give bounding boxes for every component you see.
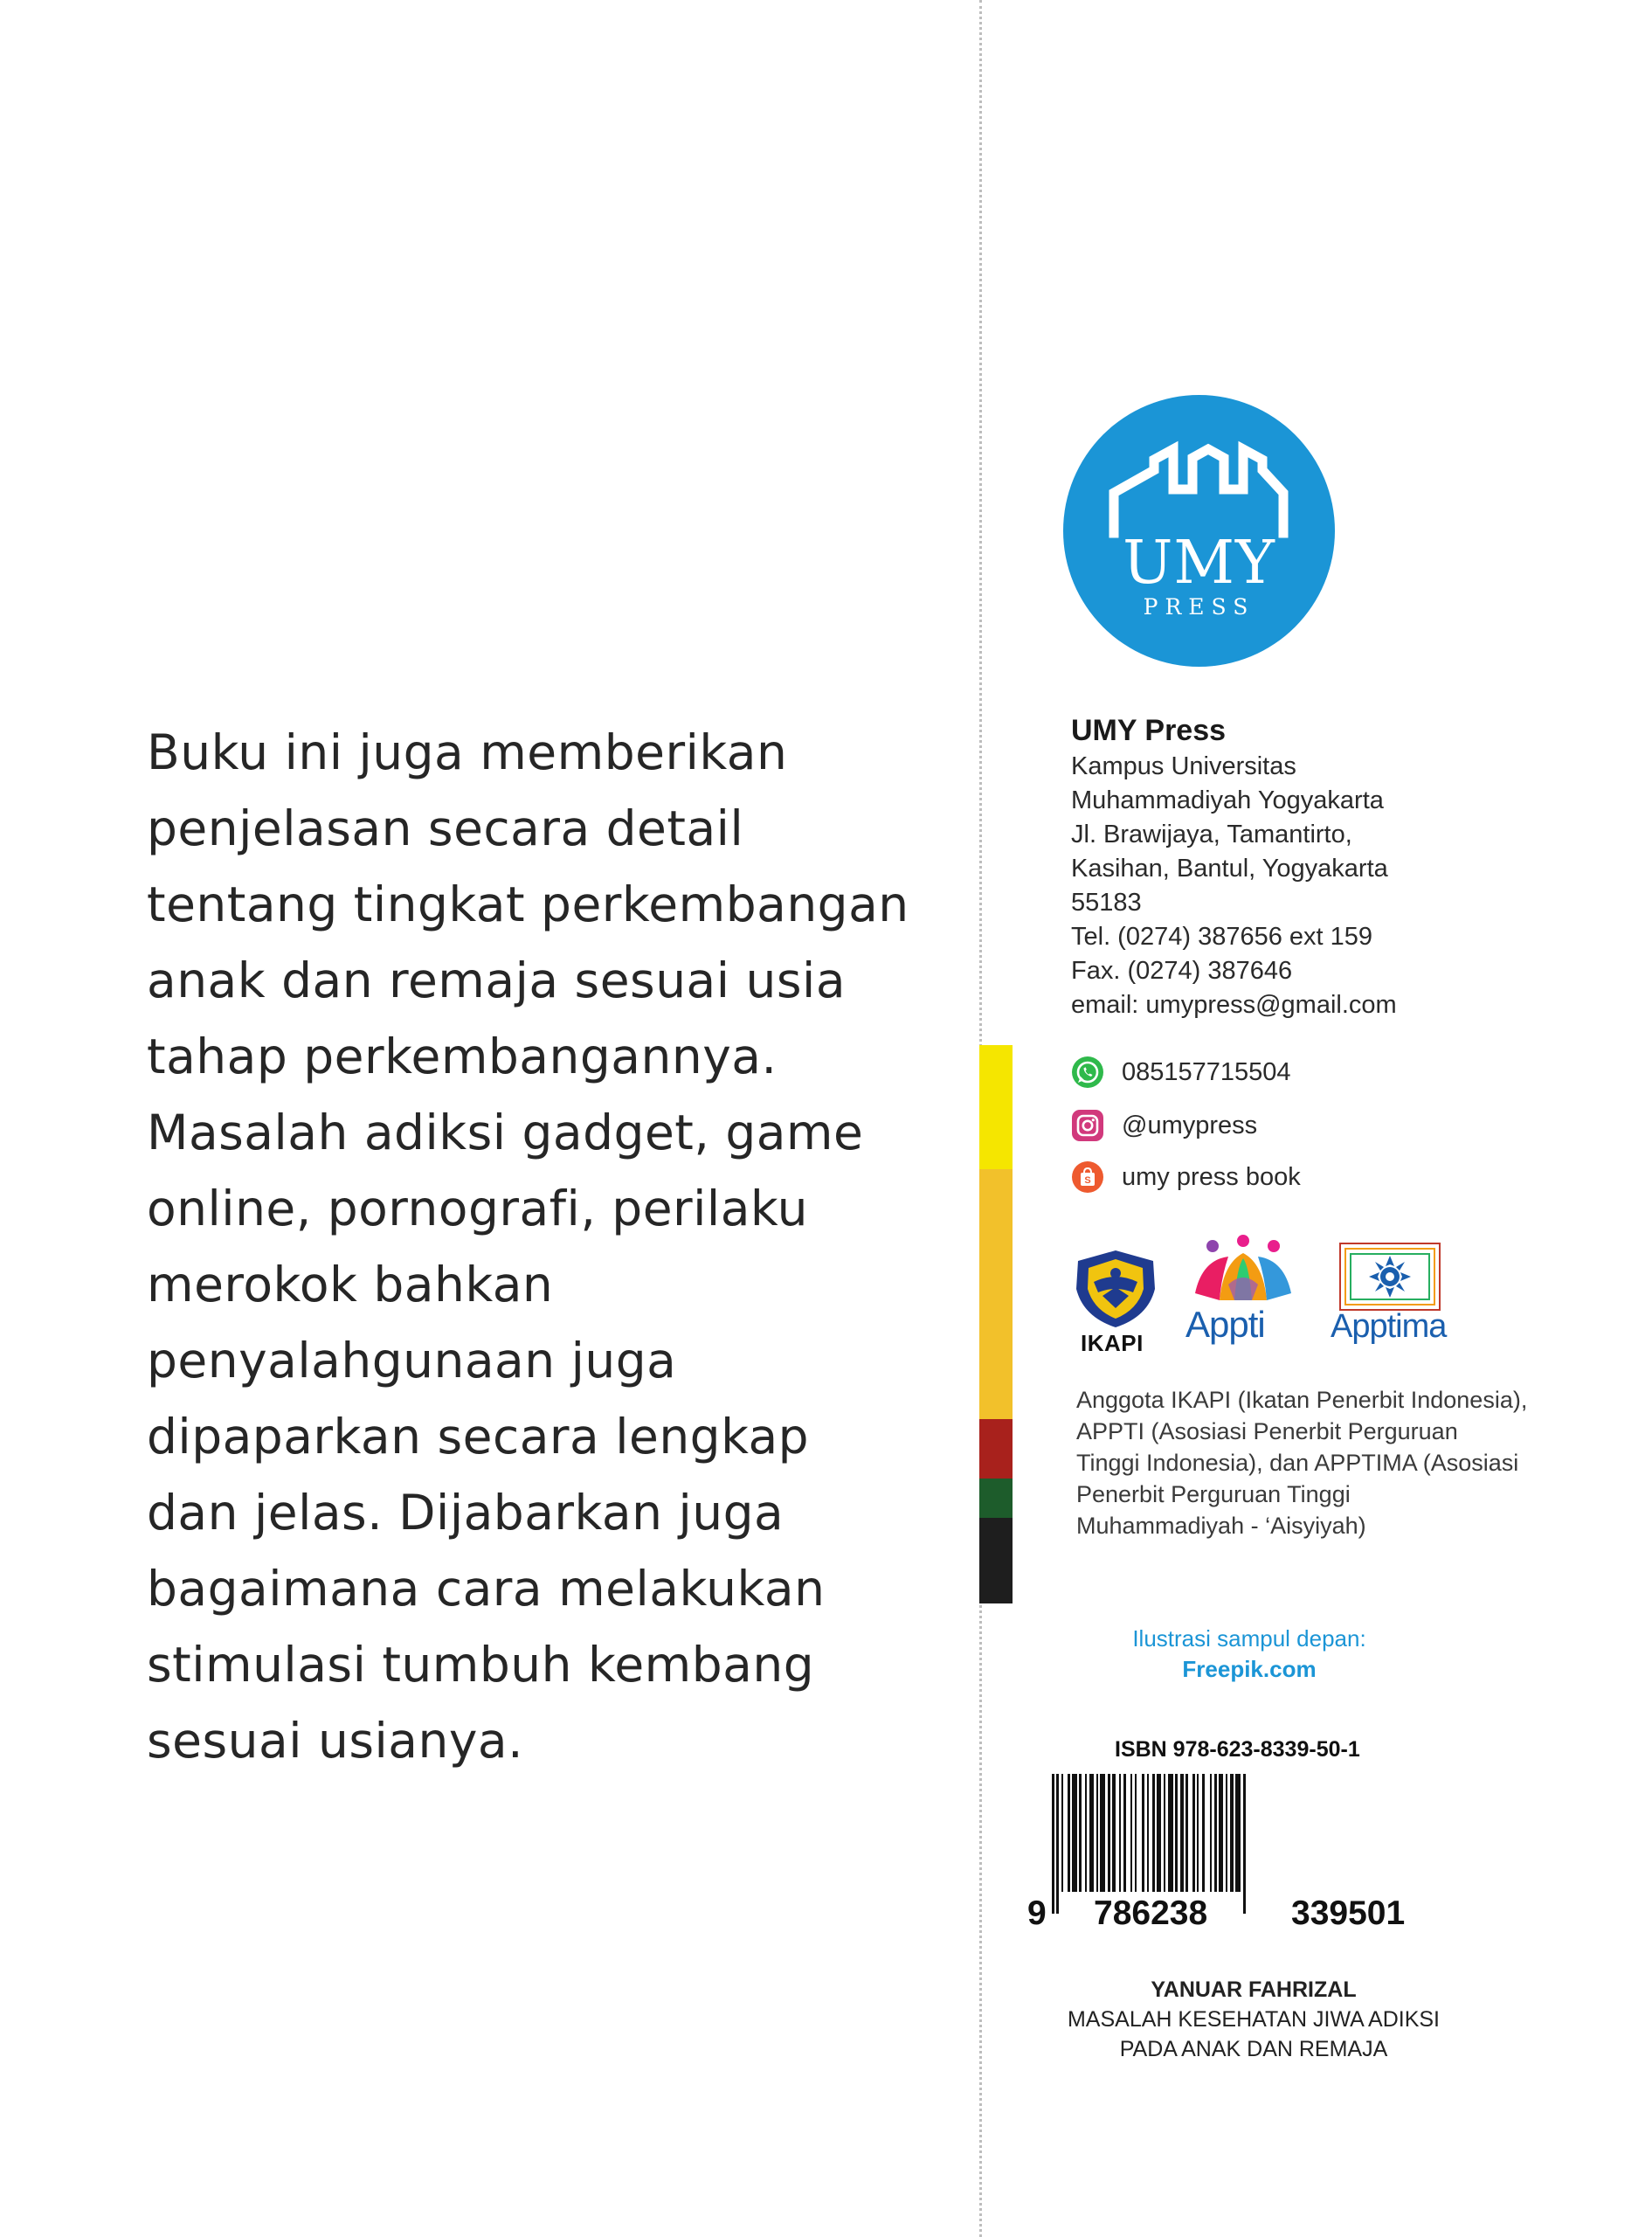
barcode-bar [1061,1774,1063,1892]
illustration-credit-label: Ilustrasi sampul depan: [1132,1625,1366,1652]
barcode-bar [1085,1774,1087,1892]
address-line: Kampus Universitas [1071,752,1296,780]
color-strip-red [979,1419,1013,1479]
barcode-digits-right: 339501 [1291,1894,1406,1932]
book-title-line: PADA ANAK DAN REMAJA [1119,2037,1388,2061]
logo-subtitle: PRESS [1143,594,1255,620]
blurb-text [147,715,933,1779]
blurb-line: dipaparkan secara lengkap [147,1409,810,1465]
address-line: email: umypress@gmail.com [1071,991,1397,1019]
membership-line: Penerbit Perguruan Tinggi [1076,1481,1351,1507]
barcode-bar [1072,1774,1077,1892]
barcode-bar [1068,1774,1070,1892]
address-line: Kasihan, Bantul, Yogyakarta [1071,855,1388,883]
isbn-label: ISBN 978-623-8339-50-1 [1115,1737,1360,1762]
barcode-bar [1230,1774,1234,1892]
barcode-bar [1185,1774,1188,1892]
blurb-line: penyalahgunaan juga [147,1333,677,1389]
publisher-name: UMY Press [1071,714,1227,747]
barcode-digit-first: 9 [1027,1894,1047,1932]
barcode-bar [1197,1774,1199,1892]
blurb-line: tentang tingkat perkembangan [147,876,909,932]
address-line: Muhammadiyah Yogyakarta [1071,786,1384,814]
barcode-bar [1079,1774,1082,1892]
book-title-line: MASALAH KESEHATAN JIWA ADIKSI [1067,2007,1441,2032]
book-footer [1048,1975,1459,2064]
barcode-bar [1214,1774,1217,1892]
barcode-bar [1235,1774,1241,1892]
barcode-bar [1100,1774,1105,1892]
contact-whatsapp [1071,1054,1291,1091]
shopee-icon [1071,1160,1104,1194]
barcode-bar [1180,1774,1184,1892]
whatsapp-icon [1071,1056,1104,1089]
barcode-bar [1135,1774,1137,1892]
shopee-store: umy press book [1122,1162,1301,1191]
barcode-bar [1168,1774,1173,1892]
blurb-line: penjelasan secara detail [147,800,744,856]
contact-shopee [1071,1159,1301,1195]
barcode-bar [1219,1774,1223,1892]
blurb-line: anak dan remaja sesuai usia [147,952,847,1008]
blurb-line: Masalah adiksi gadget, game [147,1105,864,1160]
barcode-bar [1192,1774,1195,1892]
barcode-bar [1164,1774,1165,1892]
ikapi-logo [1068,1247,1164,1330]
blurb-line: dan jelas. Dijabarkan juga [147,1485,785,1541]
color-strip-yellow [979,1045,1013,1169]
appti-label: Appti [1185,1304,1265,1345]
logo-wordmark: UMY [1123,529,1275,598]
instagram-icon [1071,1109,1104,1142]
apptima-logo [1338,1242,1441,1312]
membership-statement [1076,1384,1527,1541]
barcode-bar [1152,1774,1155,1892]
barcode-bar [1112,1774,1116,1892]
blurb-line: bagaimana cara melakukan [147,1561,826,1617]
blurb-line: Buku ini juga memberikan [147,724,788,780]
blurb-line: online, pornografi, perilaku [147,1181,808,1236]
barcode-bar [1052,1774,1054,1914]
barcode-bar [1108,1774,1110,1892]
address-line: Fax. (0274) 387646 [1071,957,1293,985]
blurb-line: sesuai usianya. [147,1713,524,1769]
barcode-bar [1210,1774,1212,1892]
address-line: 55183 [1071,889,1142,917]
blurb-line: stimulasi tumbuh kembang [147,1637,815,1693]
barcode-bar [1130,1774,1132,1892]
color-strip-black [979,1518,1013,1603]
barcode-bar [1175,1774,1178,1892]
address-line: Jl. Brawijaya, Tamantirto, [1071,821,1352,848]
color-strip-green [979,1479,1013,1518]
whatsapp-number: 085157715504 [1122,1057,1291,1086]
barcode-bar [1243,1774,1246,1914]
illustration-credit-source: Freepik.com [1182,1656,1317,1682]
barcode-bar [1142,1774,1144,1892]
blurb-line: merokok bahkan [147,1257,554,1312]
apptima-label: Apptima [1331,1308,1447,1345]
color-strip-gold [979,1169,1013,1419]
contact-instagram [1071,1107,1257,1144]
ikapi-label: IKAPI [1081,1330,1144,1356]
barcode-bar [1096,1774,1098,1892]
umy-press-logo [1063,395,1335,667]
appti-logo [1186,1232,1300,1307]
barcode-bar [1147,1774,1149,1892]
svg-text:S: S [1084,1175,1091,1186]
barcode-digits-left: 786238 [1094,1894,1208,1932]
barcode-bar [1226,1774,1227,1892]
barcode-bar [1202,1774,1205,1892]
barcode-bar [1157,1774,1161,1892]
barcode-bar [1123,1774,1126,1892]
barcode-bar [1089,1774,1094,1892]
instagram-handle: @umypress [1122,1111,1258,1139]
barcode-bar [1119,1774,1121,1892]
blurb-line: tahap perkembangannya. [147,1028,778,1084]
membership-line: Anggota IKAPI (Ikatan Penerbit Indonesia), [1076,1387,1528,1413]
publisher-address [1071,750,1397,1022]
address-line: Tel. (0274) 387656 ext 159 [1071,923,1373,951]
membership-line: Muhammadiyah - ‘Aisyiyah) [1076,1513,1366,1539]
author-name: YANUAR FAHRIZAL [1151,1977,1357,2002]
membership-line: APPTI (Asosiasi Penerbit Perguruan [1076,1418,1458,1444]
membership-line: Tinggi Indonesia), dan APPTIMA (Asosiasi [1076,1450,1519,1476]
barcode-bar [1056,1774,1059,1914]
